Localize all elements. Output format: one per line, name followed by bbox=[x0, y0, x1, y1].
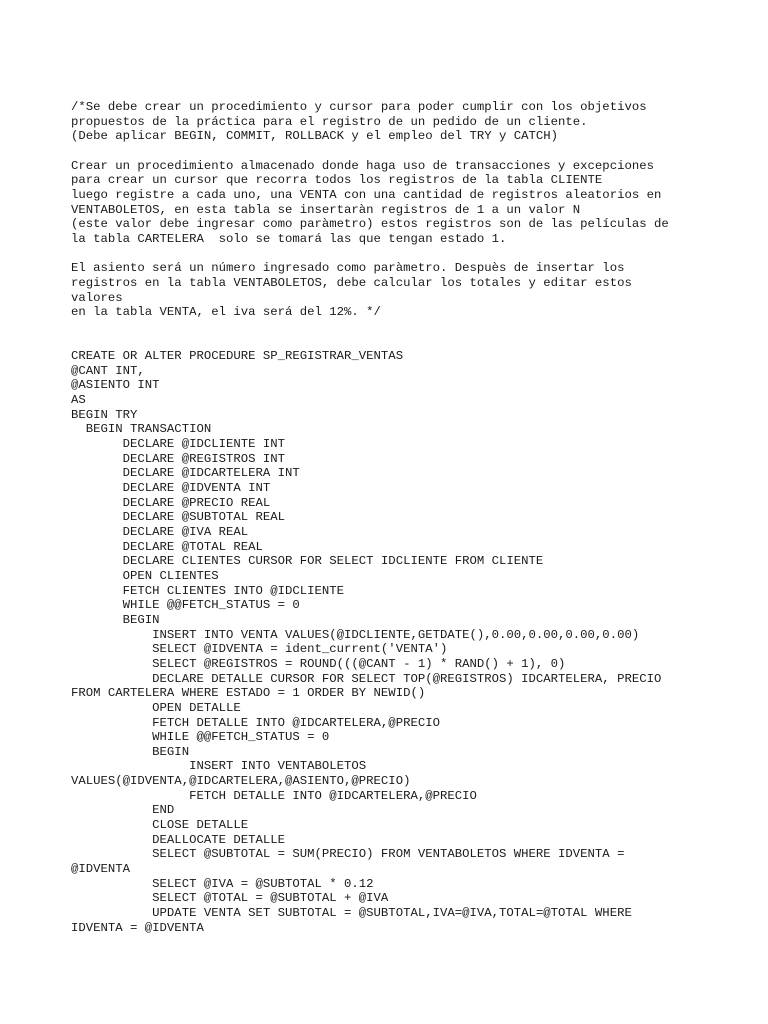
text-line: DECLARE @IDCLIENTE INT bbox=[71, 437, 286, 452]
text-line: INSERT INTO VENTA VALUES(@IDCLIENTE,GETDATE(),0.00,0.00,0.00,0.00) bbox=[71, 627, 640, 642]
text-line: FETCH CLIENTES INTO @IDCLIENTE bbox=[71, 583, 345, 598]
text-line: DECLARE DETALLE CURSOR FOR SELECT TOP(@REGISTROS) IDCARTELERA, PRECIO bbox=[71, 671, 662, 686]
text-line: UPDATE VENTA SET SUBTOTAL = @SUBTOTAL,IVA=@IVA,TOTAL=@TOTAL WHERE bbox=[71, 906, 632, 921]
blank-line bbox=[71, 144, 761, 159]
text-line: BEGIN TRY bbox=[71, 407, 138, 422]
text-line: OPEN CLIENTES bbox=[71, 568, 219, 583]
text-line: OPEN DETALLE bbox=[71, 700, 241, 715]
text-line: propuestos de la práctica para el registro de un pedido de un cliente. bbox=[71, 114, 588, 129]
text-line: SELECT @TOTAL = @SUBTOTAL + @IVA bbox=[71, 891, 389, 906]
text-line: AS bbox=[71, 393, 86, 408]
text-line: @ASIENTO INT bbox=[71, 378, 160, 393]
text-line: DECLARE @PRECIO REAL bbox=[71, 495, 271, 510]
text-line: FROM CARTELERA WHERE ESTADO = 1 ORDER BY NEWID() bbox=[71, 686, 426, 701]
text-line: INSERT INTO VENTABOLETOS bbox=[71, 759, 367, 774]
text-line: DEALLOCATE DETALLE bbox=[71, 832, 286, 847]
text-line: DECLARE CLIENTES CURSOR FOR SELECT IDCLIENTE FROM CLIENTE bbox=[71, 554, 544, 569]
text-line: (este valor debe ingresar como paràmetro) estos registros son de las películas de bbox=[71, 217, 669, 232]
text-line: DECLARE @SUBTOTAL REAL bbox=[71, 510, 286, 525]
text-line: DECLARE @IDVENTA INT bbox=[71, 481, 271, 495]
text-line: BEGIN TRANSACTION bbox=[71, 422, 212, 437]
text-line: Crear un procedimiento almacenado donde haga uso de transacciones y excepciones bbox=[71, 158, 654, 173]
text-line: IDVENTA = @IDVENTA bbox=[71, 920, 204, 935]
document-body bbox=[71, 100, 761, 935]
text-line: la tabla CARTELERA solo se tomará las que tengan estado 1. bbox=[71, 231, 507, 246]
text-line: SELECT @SUBTOTAL = SUM(PRECIO) FROM VENTABOLETOS WHERE IDVENTA = bbox=[71, 847, 625, 862]
text-line: WHILE @@FETCH_STATUS = 0 bbox=[71, 730, 330, 745]
text-line: para crear un cursor que recorra todos los registros de la tabla CLIENTE bbox=[71, 173, 603, 188]
text-line: (Debe aplicar BEGIN, COMMIT, ROLLBACK y el empleo del TRY y CATCH) bbox=[71, 129, 559, 144]
text-line: DECLARE @TOTAL REAL bbox=[71, 539, 263, 554]
text-line: WHILE @@FETCH_STATUS = 0 bbox=[71, 598, 300, 613]
text-line: en la tabla VENTA, el iva será del 12%. */ bbox=[71, 305, 381, 320]
text-line: CLOSE DETALLE bbox=[71, 818, 249, 833]
blank-line bbox=[71, 320, 761, 335]
text-line: valores bbox=[71, 290, 123, 305]
blank-line bbox=[71, 334, 761, 349]
text-line: SELECT @IVA = @SUBTOTAL * 0.12 bbox=[71, 876, 374, 891]
text-line: VENTABOLETOS, en esta tabla se insertaràn registros de 1 a un valor N bbox=[71, 202, 581, 217]
text-line: FETCH DETALLE INTO @IDCARTELERA,@PRECIO bbox=[71, 715, 440, 730]
text-line: @CANT INT, bbox=[71, 363, 145, 378]
text-line: SELECT @IDVENTA = ident_current('VENTA') bbox=[71, 642, 448, 657]
text-line: CREATE OR ALTER PROCEDURE SP_REGISTRAR_VENTAS bbox=[71, 349, 404, 364]
text-line: DECLARE @REGISTROS INT bbox=[71, 451, 286, 466]
text-line: El asiento será un número ingresado como paràmetro. Despuès de insertar los bbox=[71, 261, 625, 276]
text-line: registros en la tabla VENTABOLETOS, debe calcular los totales y editar estos bbox=[71, 275, 632, 290]
text-line: SELECT @REGISTROS = ROUND(((@CANT - 1) * RAND() + 1), 0) bbox=[71, 656, 566, 671]
text-line: BEGIN bbox=[71, 612, 160, 627]
text-line: /*Se debe crear un procedimiento y cursor para poder cumplir con los objetivos bbox=[71, 100, 647, 114]
text-line: DECLARE @IVA REAL bbox=[71, 524, 249, 539]
text-line: luego registre a cada uno, una VENTA con una cantidad de registros aleatorios en bbox=[71, 187, 662, 202]
text-line: @IDVENTA bbox=[71, 862, 131, 877]
text-line: END bbox=[71, 803, 175, 818]
text-line: DECLARE @IDCARTELERA INT bbox=[71, 466, 300, 481]
text-line: BEGIN bbox=[71, 744, 190, 759]
text-line: FETCH DETALLE INTO @IDCARTELERA,@PRECIO bbox=[71, 788, 477, 803]
text-line: VALUES(@IDVENTA,@IDCARTELERA,@ASIENTO,@PRECIO) bbox=[71, 774, 411, 789]
blank-line bbox=[71, 247, 761, 262]
